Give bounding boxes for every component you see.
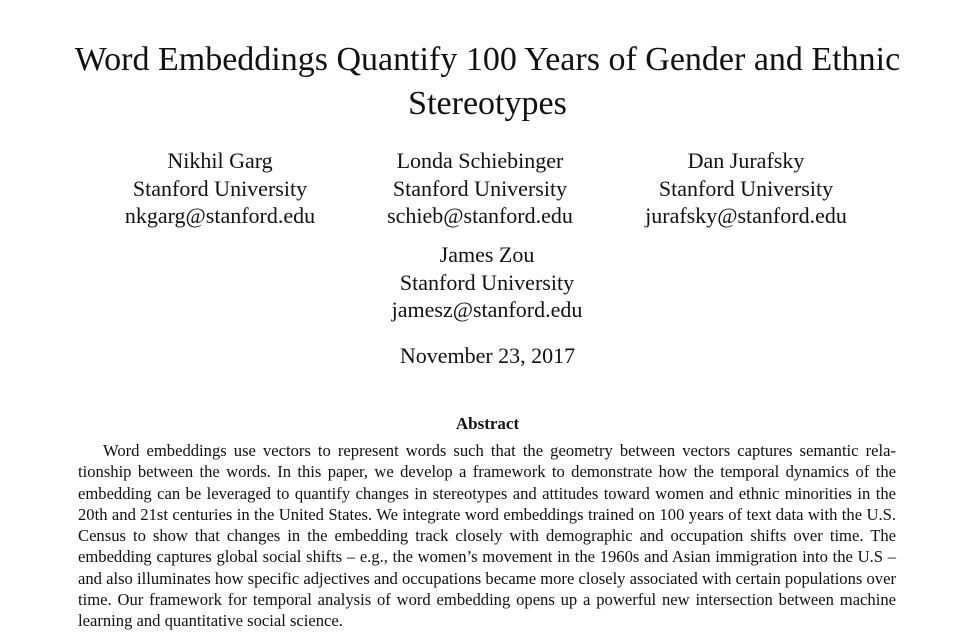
paper-date: November 23, 2017 xyxy=(399,343,576,368)
author-name: Nikhil Garg xyxy=(167,148,273,173)
author-name: Londa Schiebinger xyxy=(396,148,564,173)
author-email: jurafsky@stanford.edu xyxy=(645,203,847,228)
author-affiliation: Stanford University xyxy=(392,175,568,201)
author-block xyxy=(70,147,370,230)
abstract-text: Word embeddings use vectors to represent words such that the geometry between vectors captures semantic relationship between the words. In this paper, we develop a framework to demonstrate how the temporal dynamics of the embedding can be leveraged to quantify changes in stereotypes and attitudes toward women and ethnic minorities in the 20th and 21st centuries in the United States. We integrate word embeddings trained on 100 years of text data with the U.S. Census to show that changes in the embedding track closely with demographic and occupation shifts over time. The embedding captures global social shifts – e.g., the women’s movement in the 1960s and Asian immigration into the U.S – and also illuminates how specific adjectives and occupations became more closely associated with certain populations over time. Our framework for temporal analysis of word embedding opens up a powerful new intersection between machine learning and quantitative social science. xyxy=(78,441,896,631)
author-name: Dan Jurafsky xyxy=(687,148,805,173)
author-affiliation: Stanford University xyxy=(658,175,834,201)
author-affiliation: Stanford University xyxy=(132,175,308,201)
author-email: jamesz@stanford.edu xyxy=(391,297,583,322)
author-email: nkgarg@stanford.edu xyxy=(124,203,316,228)
author-name: James Zou xyxy=(439,242,535,267)
author-block xyxy=(596,147,896,230)
author-block xyxy=(330,147,630,230)
author-email: schieb@stanford.edu xyxy=(387,203,573,228)
abstract-heading: Abstract xyxy=(455,414,520,433)
author-affiliation: Stanford University xyxy=(399,269,575,295)
paper-title: Word Embeddings Quantify 100 Years of Gender and Ethnic Stereotypes xyxy=(74,41,901,122)
author-block xyxy=(337,241,637,324)
